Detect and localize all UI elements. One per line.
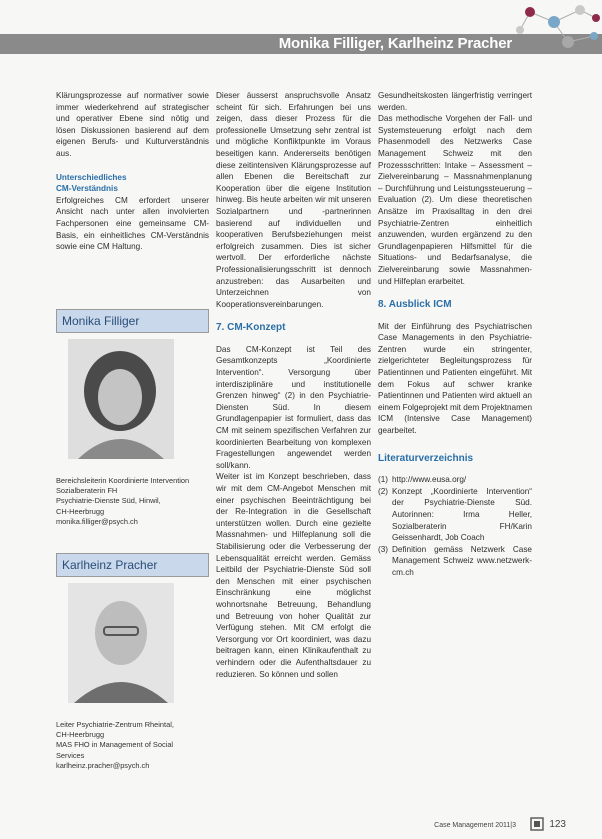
section-heading: 8. Ausblick ICM — [378, 299, 452, 311]
bio-line: Bereichsleiterin Koordinierte Intervention — [56, 476, 190, 485]
reference-link[interactable]: http://www.eusa.org/ — [392, 475, 467, 485]
column-3 — [378, 90, 532, 579]
molecule-graphic-icon — [510, 0, 602, 60]
reference-number: (1) — [378, 475, 389, 485]
col1-subhead-line2: CM-Verständnis — [56, 184, 118, 194]
author-bio — [56, 720, 209, 771]
col1-subhead — [56, 172, 209, 195]
bio-line: Psychiatrie-Dienste Süd, Hinwil, — [56, 496, 161, 506]
reference-text: Definition gemäss Netzwerk Case Management Schweiz www.netzwerk-cm.ch — [392, 544, 532, 577]
section-heading: 7. CM-Konzept — [216, 322, 286, 334]
author-email[interactable]: karlheinz.pracher@psych.ch — [56, 760, 150, 770]
reference-text: Konzept „Koordinierte Intervention“ der Psychiatrie-Dienste Süd. Autorinnen: Irma Heller, Sozialberaterin FH/Karin Geissenhardt, Job Coach — [392, 486, 532, 543]
reference-number: (2) — [378, 486, 389, 496]
col1-intro: Klärungsprozesse auf normativer sowie immer wiederkehrend auf strategischer und operativer Ebene sind nötig und lösen Diskussionen basierend auf dem eigenen Berufs- und Kulturverständnis aus. — [56, 91, 209, 158]
author-name: Monika Filliger — [56, 309, 209, 333]
col2-paragraph: Dieser äusserst anspruchsvolle Ansatz scheint für sich. Erfahrungen bei uns zeigen, dass dieser Prozess für die professionelle Umsetzung sehr zentral ist und mögliche Konfliktpunkte im Voraus beseitigen kann. Andererseits benötigen diese zeitintensiven Klärungsprozesse auf allen Ebenen die Bereitschaft zur Kooperation über die eigene Institution hinweg. Bis heute arbeiten wir mit unseren Sozialpartnern und -partnerinnen basierend auf individuellen und kooperativen Berufsbeziehungen meist erfolgreich zusammen. Dies ist sicher wertvoll. Der erforderliche nächste Professionalisierungsschritt ist dennoch anzustreben: das Ausarbeiten und Unterzeichnen von Kooperationsvereinbarungen. — [216, 91, 371, 309]
reference-item — [378, 486, 532, 544]
bio-line: Services — [56, 750, 85, 760]
page-number: 123 — [549, 819, 566, 830]
col2-paragraph: Das CM-Konzept ist Teil des Gesamtkonzepts „Koordinierte Intervention“. Versorgung über interdisziplinäre und institutionelle Grenzen hinweg“ (2) in den Psychiatrie-Diensten Süd. In diesem Grundlagenpapier ist formuliert, dass das CM mit seinem spezifischen Verfahren zur koordinierten Bearbeitung von komplexen Fragestellungen angewendet werden soll/kann. — [216, 344, 371, 470]
author-name: Karlheinz Pracher — [56, 553, 209, 577]
author-photo — [68, 339, 174, 459]
bio-line: Sozialberaterin FH — [56, 486, 118, 496]
header-title: Monika Filliger, Karlheinz Pracher — [278, 35, 512, 52]
reference-number: (3) — [378, 544, 389, 554]
footer-journal: Case Management 2011|3 — [434, 822, 516, 829]
col3-paragraph: Das methodische Vorgehen der Fall- und Systemsteuerung erfolgt nach dem Phasenmodell des Netzwerks Case Management Schweiz mit den Prozessschritten: Intake – Assessment – Zielvereinbarung – Massnahmenplanung – Durchführung und Leistungssteuerung – Evaluation (2). Um diese theoretischen Ansätze im Praxisalltag in den drei Psychiatrie-Zentren einheitlich anzuwenden, wurden ergänzend zu den Grundlagenpapieren Hilfsmittel für die Situations- und Bedarfsanalyse, die Zielvereinbarung sowie Massnahmen- und Hilfeplan erarbeitet. — [378, 114, 532, 286]
reference-item — [378, 544, 532, 579]
col1-body: Erfolgreiches CM erfordert unserer Ansicht nach unter allen involvierten Fachpersonen eine gemeinsame CM-Basis, ein einheitliches CM-Verständnis sowie eine CM Haltung. — [56, 195, 209, 252]
author-photo — [68, 583, 174, 703]
column-2 — [216, 90, 371, 680]
page-logo-icon — [530, 817, 544, 831]
bio-line: CH-Heerbrugg — [56, 730, 105, 740]
reference-item — [378, 474, 532, 486]
bio-line: CH-Heerbrugg — [56, 506, 105, 516]
col1-subhead-line1: Unterschiedliches — [56, 172, 127, 182]
author-bio — [56, 476, 209, 527]
col2-paragraph: Weiter ist im Konzept beschrieben, dass wir mit dem CM-Angebot Menschen mit einer psychischen Beeinträchtigung bei der Re-Integration in die Gesellschaft unterstützen wollen. Durch eine gezielte Massnahmen- und Hilfeplanung soll die Stabilisierung oder die Verbesserung der Lebensqualität erreicht werden. Gemäss Leitbild der Psychiatrie-Dienste Süd soll den Menschen mit einer psychischen Einschränkung eine möglichst wohnortsnahe Betreuung, Behandlung und Betreuung von hoher Qualität zur Verfügung stehen. Mit CM erfolgt die Versorgung vor Ort koordiniert, was dazu beitragen kann, einen Klinikaufenthalt zu verhindern oder die Aufenthaltsdauer zu reduzieren. So können und sollen — [216, 472, 371, 679]
references-heading: Literaturverzeichnis — [378, 452, 474, 464]
author-email[interactable]: monika.filliger@psych.ch — [56, 516, 138, 526]
column-1 — [56, 90, 209, 253]
bio-line: Leiter Psychiatrie-Zentrum Rheintal, — [56, 720, 174, 729]
col3-paragraph: Gesundheitskosten längerfristig verringert werden. — [378, 91, 532, 112]
bio-line: MAS FHO in Management of Social — [56, 740, 174, 750]
author-box-pracher — [56, 553, 209, 771]
author-box-filliger — [56, 309, 209, 527]
col3-paragraph: Mit der Einführung des Psychiatrischen Case Managements in den Psychiatrie-Zentren wurde ein stringenter, zielgerichteter Begleitungsprozess für Patientinnen und Patienten eingeführt. Mit dem Fokus auf schwer kranke Patientinnen und Patienten wird aktuell an einem Folgeprojekt mit dem Projektnamen ICM (Intensive Case Management) gearbeitet. — [378, 321, 532, 436]
